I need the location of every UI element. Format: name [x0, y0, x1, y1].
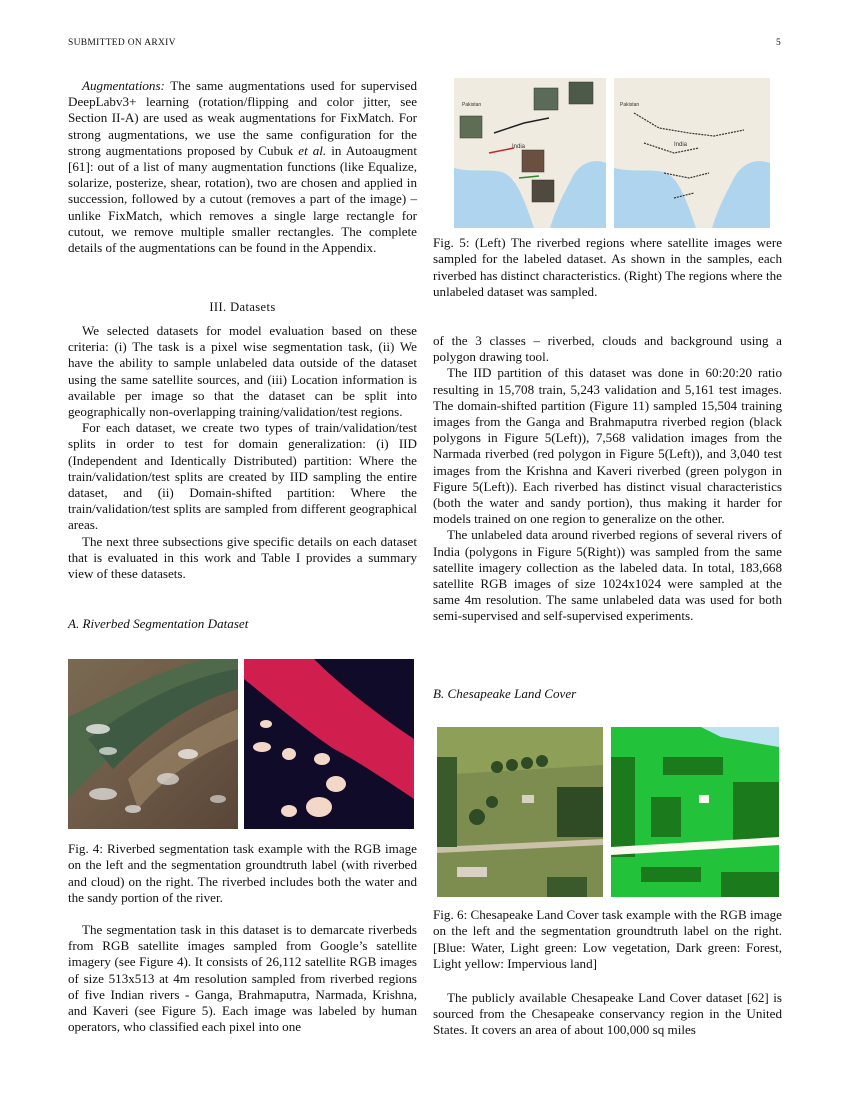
subsection-chesapeake: B. Chesapeake Land Cover [433, 686, 577, 701]
map-label-india: India [512, 144, 526, 150]
page-number: 5 [776, 38, 782, 48]
subsection-riverbed: A. Riverbed Segmentation Dataset [68, 616, 249, 631]
chesapeake-rgb-image [437, 727, 603, 897]
map-label-pakistan: Pakistan [462, 102, 482, 108]
riverbed-paragraph-cont: of the 3 classes – riverbed, clouds and background using a polygon drawing tool. [433, 333, 782, 365]
running-header: SUBMITTED ON ARXIV [68, 38, 176, 48]
figure-6 [437, 727, 779, 897]
segmentation-label-image [244, 659, 414, 829]
chesapeake-label-image [611, 727, 779, 897]
figure-4-images [68, 659, 414, 829]
augmentations-label: Augmentations: [82, 78, 165, 93]
unlabeled-data-paragraph: The unlabeled data around riverbed regions of several rivers of India (polygons in Figure 5(Right)) was sampled from the same satellite imagery collection as the labeled data. In total, 183,668 satellite RGB images of size 1024x1024 were sampled at the same 4m resolution. The same unlabeled data was used for both semi-supervised and self-supervised experiments. [433, 527, 782, 624]
left-column-body [68, 323, 417, 582]
labeled-regions-map [454, 78, 606, 228]
figure-6-images [437, 727, 779, 897]
figure-5 [454, 78, 770, 228]
map-label-pakistan-right: Pakistan [620, 102, 640, 108]
left-column-top [68, 78, 417, 256]
figure-5-caption: Fig. 5: (Left) The riverbed regions where satellite images were sampled for the labeled dataset. As shown in the samples, each riverbed has distinct characteristics. (Right) The regions where the unlabeled dataset was sampled. [433, 235, 782, 300]
left-column-bottom [68, 922, 417, 1035]
rgb-satellite-image [68, 659, 238, 829]
augmentations-paragraph: Augmentations: The same augmentations used for supervised DeepLabv3+ learning (rotation/flipping and color jitter, see Section II-A) are used as weak augmentations for FixMatch. For strong augmentations, we use the same configuration for the strong augmentations proposed by Cubuk et al. in Autoaugment [61]: out of a list of many augmentation functions (like Equalize, solarize, posterize, shear, rotation), two are chosen and applied in succession, followed by a cutout (removes a part of the image) – unlike FixMatch, which removes a single large rectangle for cutout, we remove multiple smaller rectangles. The complete details of the augmentations can be found in the Appendix. [68, 78, 417, 256]
section-title-datasets: III. Datasets [209, 300, 276, 314]
chesapeake-paragraph: The publicly available Chesapeake Land Cover dataset [62] is sourced from the Chesapeake conservancy region in the United States. It covers an area of about 100,000 sq miles [433, 990, 782, 1038]
right-column-body [433, 333, 782, 625]
iid-partition-paragraph: The IID partition of this dataset was done in 60:20:20 ratio resulting in 15,708 train, 5,243 validation and 5,161 test images. The domain-shifted partition (Figure 11) sampled 15,504 training images from the Ganga and Brahmaputra riverbed region (black polygons in Figure 5(Left)), 7,568 validation images from the Narmada riverbed (red polygon in Figure 5(Left)), and 3,040 test images from the Krishna and Kaveri riverbed (green polygon in Figure 5(Left)). Each riverbed has distinct visual characteristics (both the water and sandy portion), thus making it harder for models trained on one region to generalize on the other. [433, 365, 782, 527]
figure-6-caption: Fig. 6: Chesapeake Land Cover task example with the RGB image on the left and the segmentation groundtruth label on the right. [Blue: Water, Light green: Low vegetation, Dark green: Forest, Light yellow: Impervious land] [433, 907, 782, 972]
riverbed-paragraph: The segmentation task in this dataset is to demarcate riverbeds from RGB satellite images sampled from Google’s satellite imagery (see Figure 4). It consists of 26,112 satellite RGB images of size 513x513 at 4m resolution sampled from riverbed regions of five Indian rivers - Ganga, Brahmaputra, Narmada, Krishna, and Kaveri (see Figure 5). Each image was labeled by human operators, who classified each pixel into one [68, 922, 417, 1035]
figure-4 [68, 659, 414, 829]
figure-5-maps [454, 78, 770, 228]
datasets-paragraph-2: For each dataset, we create two types of train/validation/test splits in order to test for domain generalization: (i) IID (Independent and Identically Distributed) partition: Where the train/validation/test splits are created by IID sampling the entire dataset, and (ii) Domain-shifted partition: Where the train/validation/test splits are sampled from different geographical areas. [68, 420, 417, 533]
datasets-paragraph-1: We selected datasets for model evaluation based on these criteria: (i) The task is a pixel wise segmentation task, (ii) We have the ability to sample unlabeled data outside of the dataset using the same satellite sources, and (iii) Location information is available per image so that the dataset can be split into geographically non-overlapping training/validation/test regions. [68, 323, 417, 420]
map-label-india-right: India [674, 142, 688, 148]
figure-4-caption: Fig. 4: Riverbed segmentation task example with the RGB image on the left and the segmentation groundtruth label (with riverbed and cloud) on the right. The riverbed includes both the water and the sandy portion of the river. [68, 841, 417, 906]
unlabeled-regions-map [614, 78, 770, 228]
datasets-paragraph-3: The next three subsections give specific details on each dataset that is evaluated in this work and Table I provides a summary view of these datasets. [68, 533, 417, 582]
right-column-bottom [433, 990, 782, 1039]
